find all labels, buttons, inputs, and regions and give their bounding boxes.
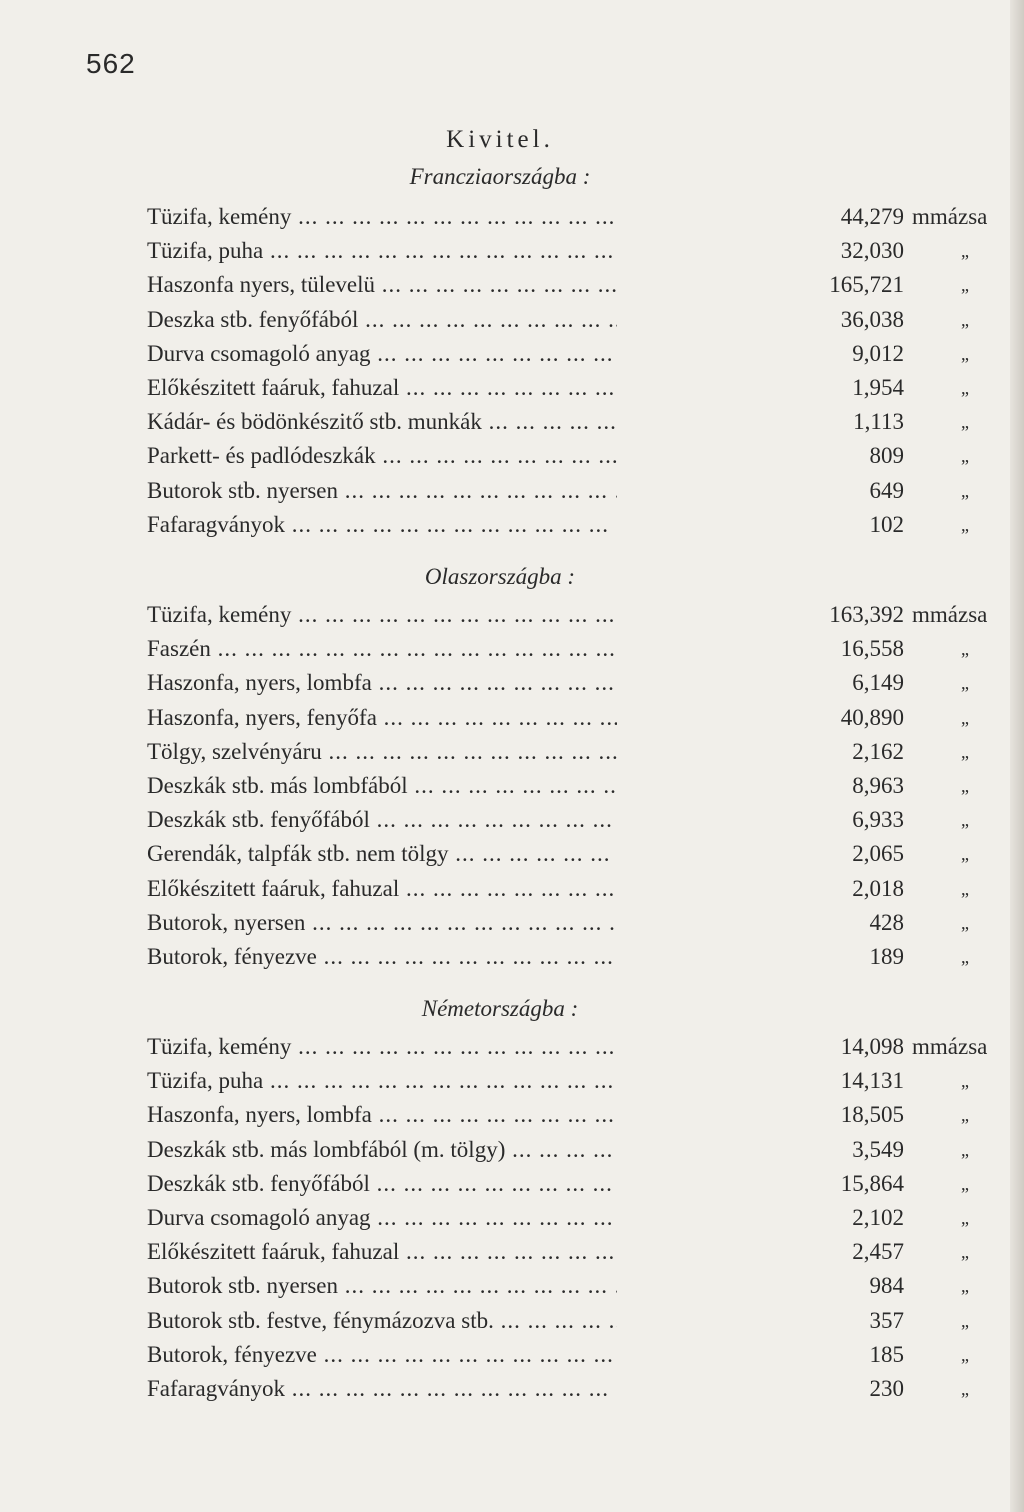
table-row: [147, 701, 969, 735]
section-title: Francziaországba :: [409, 164, 591, 189]
row-value: 14,131: [840, 1068, 904, 1094]
row-value: 6,933: [852, 807, 904, 833]
ditto-mark: „: [961, 776, 969, 796]
ditto-mark: „: [961, 1276, 969, 1297]
row-value: 3,549: [852, 1136, 904, 1162]
ditto-mark: „: [961, 309, 969, 330]
ditto-mark: „: [961, 1208, 969, 1228]
table-row: [147, 666, 969, 700]
row-value: 984: [869, 1273, 904, 1299]
row-label: Butorok stb. nyersen ... .: [147, 474, 617, 508]
ditto-mark: „: [961, 1105, 969, 1126]
row-value: 2,065: [852, 841, 904, 867]
row-label: Durva csomagoló anyag ... .: [147, 337, 617, 371]
ditto-mark: „: [961, 707, 969, 728]
ditto-mark: „: [961, 480, 969, 501]
row-value: 2,162: [852, 738, 904, 764]
row-value: 36,038: [840, 306, 904, 332]
row-label: Haszonfa, nyers, fenyőfa ... .: [147, 701, 617, 735]
row-value: 357: [869, 1307, 904, 1333]
row-label: Butorok stb. festve, fénymázozva stb. ... .: [147, 1304, 617, 1338]
row-value: 6,149: [852, 670, 904, 696]
section-title: Olaszországba :: [424, 564, 576, 589]
row-label: Deszkák stb. fenyőfából ... .: [147, 803, 617, 837]
table-row: [147, 598, 988, 632]
table-row: [147, 1201, 969, 1235]
row-value: 40,890: [840, 704, 904, 730]
table-row: [147, 769, 969, 803]
table-row: [147, 200, 988, 234]
ditto-mark: „: [961, 1344, 969, 1365]
table-row: [147, 1167, 969, 1201]
row-value: 15,864: [840, 1170, 904, 1196]
ditto-mark: „: [961, 844, 969, 865]
row-value: 163,392: [829, 602, 904, 627]
ditto-mark: „: [961, 241, 969, 262]
row-value: 230: [869, 1376, 904, 1401]
row-label: Deszkák stb. más lombfából (m. tölgy) ... .: [147, 1133, 617, 1167]
row-value: 185: [869, 1341, 904, 1367]
ditto-mark: „: [961, 878, 969, 899]
ditto-mark: „: [961, 1173, 969, 1194]
row-label: Kádár- és bödönkészitő stb. munkák ... .: [147, 405, 617, 439]
row-label: Tüzifa, kemény ... .: [147, 200, 617, 234]
row-label: Haszonfa, nyers, lombfa ... .: [147, 1098, 617, 1132]
row-value: 2,102: [852, 1205, 904, 1230]
row-label: Tüzifa, puha ... .: [147, 1064, 617, 1098]
row-label: Butorok, nyersen ... .: [147, 906, 617, 940]
table-row: [147, 872, 969, 906]
row-value: 9,012: [852, 340, 904, 366]
row-label: Parkett- és padlódeszkák ... .: [147, 439, 617, 473]
row-label: Előkészitett faáruk, fahuzal ... .: [147, 872, 617, 906]
row-value: 649: [869, 477, 904, 503]
ditto-mark: „: [961, 639, 969, 660]
ditto-mark: „: [961, 514, 969, 535]
row-label: Előkészitett faáruk, fahuzal ... .: [147, 371, 617, 405]
ditto-mark: „: [961, 912, 969, 933]
ditto-mark: „: [961, 741, 969, 762]
ditto-mark: „: [961, 1242, 969, 1263]
table-row: [147, 1372, 969, 1406]
row-value: 16,558: [840, 636, 904, 662]
row-label: Tüzifa, puha ... .: [147, 234, 617, 268]
table-row: [147, 234, 969, 268]
row-value: 8,963: [852, 773, 904, 798]
row-value: 1,113: [853, 409, 904, 435]
table-row: [147, 371, 969, 405]
row-value: 102: [869, 511, 904, 537]
ditto-mark: „: [961, 275, 969, 296]
row-label: Haszonfa, nyers, lombfa ... .: [147, 666, 617, 700]
row-label: Butorok stb. nyersen ... .: [147, 1269, 617, 1303]
row-value: 1,954: [852, 375, 904, 400]
page-heading: Kivitel.: [446, 126, 554, 153]
row-label: Tüzifa, kemény ... .: [147, 598, 617, 632]
table-row: [147, 405, 969, 439]
row-unit: mmázsa: [912, 602, 988, 627]
ditto-mark: „: [961, 810, 969, 831]
table-row: [147, 1338, 969, 1372]
page-number: 562: [86, 48, 136, 79]
row-value: 14,098: [840, 1034, 904, 1059]
row-label: Butorok, fényezve ... .: [147, 1338, 617, 1372]
table-row: [147, 1304, 969, 1338]
ditto-mark: „: [961, 1379, 969, 1399]
row-value: 428: [869, 909, 904, 935]
table-row: [147, 303, 969, 337]
table-row: [147, 1235, 969, 1269]
row-value: 809: [869, 443, 904, 469]
row-value: 44,279: [840, 204, 904, 229]
row-label: Előkészitett faáruk, fahuzal ... .: [147, 1235, 617, 1269]
ditto-mark: „: [961, 446, 969, 467]
table-row: [147, 337, 969, 371]
ditto-mark: „: [961, 1310, 969, 1331]
row-unit: mmázsa: [912, 204, 988, 229]
row-label: Fafaragványok ... .: [147, 1372, 617, 1406]
table-row: [147, 1064, 969, 1098]
row-label: Deszka stb. fenyőfából ... .: [147, 303, 617, 337]
table-row: [147, 1269, 969, 1303]
table-row: [147, 632, 969, 666]
ditto-mark: „: [961, 378, 969, 398]
row-value: 2,018: [852, 875, 904, 901]
row-label: Fafaragványok ... .: [147, 508, 617, 542]
row-value: 189: [869, 944, 904, 969]
row-unit: mmázsa: [912, 1034, 988, 1059]
ditto-mark: „: [961, 673, 969, 694]
table-row: [147, 439, 969, 473]
row-label: Durva csomagoló anyag ... .: [147, 1201, 617, 1235]
table-row: [147, 837, 969, 871]
table-row: [147, 803, 969, 837]
table-row: [147, 474, 969, 508]
table-row: [147, 1133, 969, 1167]
row-label: Deszkák stb. más lombfából ... .: [147, 769, 617, 803]
ditto-mark: „: [961, 343, 969, 364]
row-value: 32,030: [840, 238, 904, 264]
table-row: [147, 268, 969, 302]
ditto-mark: „: [961, 1071, 969, 1092]
section-title: Németországba :: [421, 996, 579, 1021]
row-label: Tölgy, szelvényáru ... .: [147, 735, 617, 769]
row-label: Butorok, fényezve ... .: [147, 940, 617, 974]
row-label: Haszonfa nyers, tülevelü ... .: [147, 268, 617, 302]
table-row: [147, 508, 969, 542]
ditto-mark: „: [961, 947, 969, 967]
page-edge: [1010, 0, 1024, 1512]
row-value: 165,721: [829, 272, 904, 298]
row-label: Tüzifa, kemény ... .: [147, 1030, 617, 1064]
table-row: [147, 1030, 988, 1064]
row-label: Faszén ... .: [147, 632, 617, 666]
table-row: [147, 735, 969, 769]
table-row: [147, 1098, 969, 1132]
ditto-mark: „: [961, 412, 969, 433]
row-label: Gerendák, talpfák stb. nem tölgy ... .: [147, 837, 617, 871]
table-row: [147, 940, 969, 974]
table-row: [147, 906, 969, 940]
row-label: Deszkák stb. fenyőfából ... .: [147, 1167, 617, 1201]
row-value: 18,505: [840, 1102, 904, 1128]
row-value: 2,457: [852, 1239, 904, 1265]
ditto-mark: „: [961, 1139, 969, 1160]
